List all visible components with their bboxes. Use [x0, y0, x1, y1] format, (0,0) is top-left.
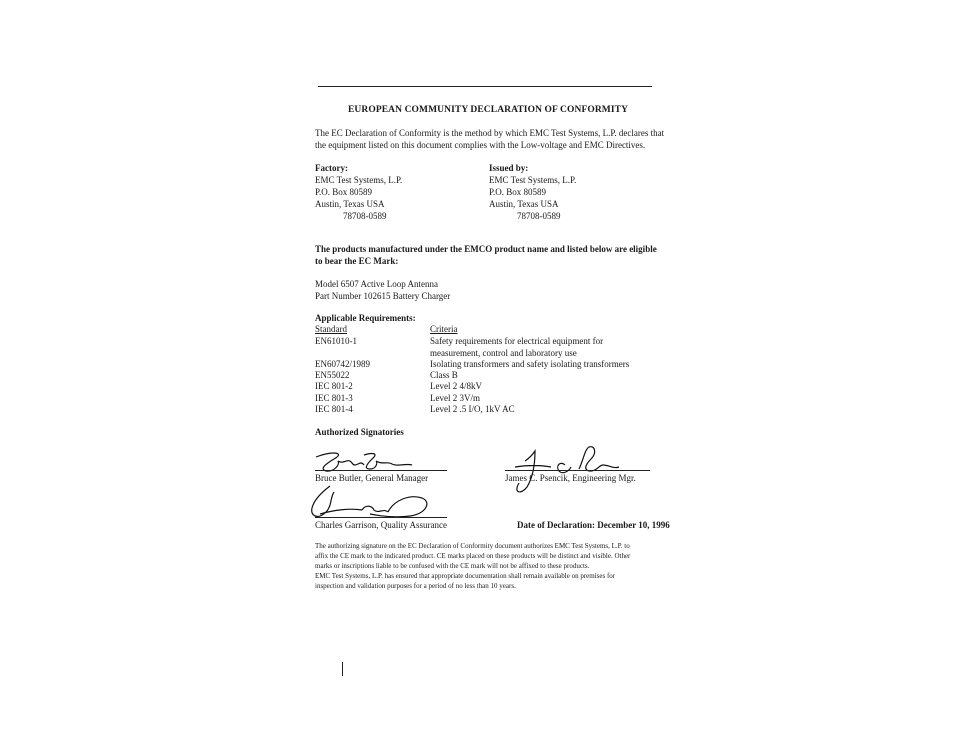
- factory-line: Austin, Texas USA: [315, 199, 385, 209]
- standard-column-header: Standard: [315, 324, 347, 334]
- product-item: Part Number 102615 Battery Charger: [315, 291, 451, 301]
- signature-line: [315, 517, 447, 518]
- criteria-cell: Safety requirements for electrical equipment for: [430, 336, 604, 346]
- products-statement-line-2: to bear the EC Mark:: [315, 256, 399, 266]
- standard-cell: IEC 801-3: [315, 393, 353, 403]
- issued-by-heading: Issued by:: [489, 163, 529, 173]
- criteria-column-header: Criteria: [430, 324, 458, 334]
- standard-cell: IEC 801-2: [315, 381, 353, 391]
- signature-line: [505, 470, 650, 471]
- criteria-cell: measurement, control and laboratory use: [430, 348, 577, 358]
- requirements-heading: Applicable Requirements:: [315, 313, 416, 323]
- products-statement-line-1: The products manufactured under the EMCO product name and listed below are eligible: [315, 244, 657, 254]
- criteria-cell: Class B: [430, 370, 458, 380]
- signatory-2-name: James C. Psencik, Engineering Mgr.: [505, 473, 636, 483]
- criteria-cell: Level 2 3V/m: [430, 393, 480, 403]
- signature-line: [315, 470, 447, 471]
- factory-line: 78708-0589: [343, 211, 387, 221]
- signatories-heading: Authorized Signatories: [315, 427, 404, 437]
- signatory-1-name: Bruce Butler, General Manager: [315, 473, 429, 483]
- top-rule: [318, 86, 652, 87]
- footer-line: The authorizing signature on the EC Declaration of Conformity document authorizes EMC Test Systems, L.P. to: [315, 542, 630, 550]
- footer-line: inspection and validation purposes for a period of no less than 10 years.: [315, 582, 516, 590]
- factory-line: EMC Test Systems, L.P.: [315, 175, 403, 185]
- standard-cell: EN60742/1989: [315, 359, 370, 369]
- product-item: Model 6507 Active Loop Antenna: [315, 279, 438, 289]
- intro-line-2: the equipment listed on this document complies with the Low-voltage and EMC Directives.: [315, 140, 646, 150]
- issued-by-line: EMC Test Systems, L.P.: [489, 175, 577, 185]
- intro-line-1: The EC Declaration of Conformity is the method by which EMC Test Systems, L.P. declares that: [315, 128, 665, 138]
- margin-bar: [342, 662, 343, 676]
- signatory-3-name: Charles Garrison, Quality Assurance: [315, 520, 447, 530]
- criteria-cell: Level 2 4/8kV: [430, 381, 482, 391]
- issued-by-line: P.O. Box 80589: [489, 187, 547, 197]
- criteria-cell: Isolating transformers and safety isolating transformers: [430, 359, 630, 369]
- standard-cell: EN61010-1: [315, 336, 357, 346]
- factory-heading: Factory:: [315, 163, 348, 173]
- footer-line: marks or inscriptions liable to be confused with the CE mark will not be affixed to these products.: [315, 562, 590, 570]
- footer-line: affix the CE mark to the indicated product. CE marks placed on these products will be distinct and visible. Other: [315, 552, 631, 560]
- issued-by-line: Austin, Texas USA: [489, 199, 559, 209]
- declaration-date: Date of Declaration: December 10, 1996: [517, 520, 670, 530]
- issued-by-line: 78708-0589: [517, 211, 561, 221]
- criteria-cell: Level 2 .5 I/O, 1kV AC: [430, 404, 515, 414]
- standard-cell: EN55022: [315, 370, 350, 380]
- footer-line: EMC Test Systems, L.P. has ensured that appropriate documentation shall remain available on premises for: [315, 572, 616, 580]
- standard-cell: IEC 801-4: [315, 404, 353, 414]
- document-title: EUROPEAN COMMUNITY DECLARATION OF CONFORMITY: [348, 105, 629, 115]
- factory-line: P.O. Box 80589: [315, 187, 373, 197]
